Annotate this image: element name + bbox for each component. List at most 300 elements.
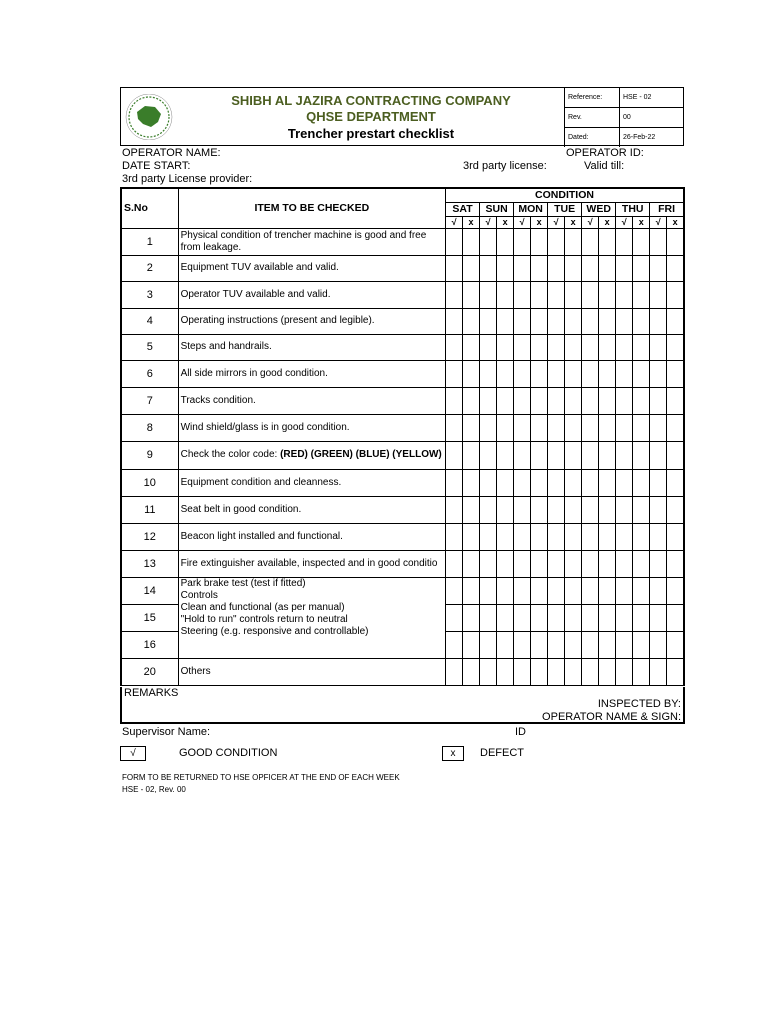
row-number: 4 [121, 308, 178, 334]
checklist-row [121, 441, 684, 469]
condition-check-cell[interactable] [480, 308, 497, 334]
row-item-text: Fire extinguisher available, inspected and in good conditio [178, 550, 445, 577]
condition-check-cell[interactable] [446, 334, 463, 360]
condition-check-cell[interactable] [565, 360, 582, 387]
condition-check-cell[interactable] [514, 414, 531, 441]
condition-check-cell[interactable] [582, 228, 599, 255]
condition-check-cell[interactable] [463, 414, 480, 441]
condition-check-cell[interactable] [616, 360, 633, 387]
row-item-text: Seat belt in good condition. [178, 496, 445, 523]
condition-check-cell[interactable] [582, 523, 599, 550]
condition-check-cell[interactable] [548, 496, 565, 523]
condition-check-cell[interactable] [582, 496, 599, 523]
condition-check-cell[interactable] [548, 360, 565, 387]
condition-check-cell[interactable] [548, 631, 565, 658]
row-item-text: Others [178, 658, 445, 685]
condition-check-cell[interactable] [463, 604, 480, 631]
condition-check-cell[interactable] [650, 496, 667, 523]
condition-check-cell[interactable] [548, 255, 565, 281]
condition-check-cell[interactable] [480, 360, 497, 387]
condition-check-cell[interactable] [531, 577, 548, 604]
condition-check-cell[interactable] [531, 550, 548, 577]
condition-check-cell[interactable] [633, 631, 650, 658]
condition-check-cell[interactable] [463, 496, 480, 523]
condition-check-cell[interactable] [497, 441, 514, 469]
condition-check-cell[interactable] [582, 550, 599, 577]
checklist-row [121, 414, 684, 441]
ref-label: Reference: [565, 88, 620, 108]
condition-check-cell[interactable] [599, 604, 616, 631]
condition-check-cell[interactable] [531, 469, 548, 496]
condition-check-cell[interactable] [599, 658, 616, 685]
merged-item-line: Controls [180, 589, 218, 601]
condition-check-cell[interactable] [514, 496, 531, 523]
condition-check-cell[interactable] [548, 469, 565, 496]
condition-check-cell[interactable] [497, 631, 514, 658]
day-header-tue: TUE [548, 202, 582, 216]
condition-check-cell[interactable] [650, 414, 667, 441]
condition-check-cell[interactable] [531, 334, 548, 360]
condition-check-cell[interactable] [446, 441, 463, 469]
condition-check-cell[interactable] [514, 228, 531, 255]
condition-check-cell[interactable] [582, 360, 599, 387]
condition-check-cell[interactable] [599, 360, 616, 387]
row-number: 11 [121, 496, 178, 523]
condition-check-cell[interactable] [463, 469, 480, 496]
condition-check-cell[interactable] [633, 604, 650, 631]
condition-check-cell[interactable] [565, 387, 582, 414]
condition-check-cell[interactable] [667, 469, 684, 496]
condition-check-cell[interactable] [667, 414, 684, 441]
condition-check-cell[interactable] [463, 255, 480, 281]
condition-check-cell[interactable] [633, 577, 650, 604]
condition-check-cell[interactable] [582, 604, 599, 631]
company-name: SHIBH AL JAZIRA CONTRACTING COMPANY [231, 93, 511, 108]
row-item-text: Wind shield/glass is in good condition. [178, 414, 445, 441]
condition-check-cell[interactable] [582, 441, 599, 469]
row-number: 12 [121, 523, 178, 550]
good-mark-header: √ [582, 216, 599, 228]
condition-check-cell[interactable] [548, 523, 565, 550]
condition-check-cell[interactable] [497, 414, 514, 441]
condition-check-cell[interactable] [514, 550, 531, 577]
condition-check-cell[interactable] [582, 631, 599, 658]
condition-check-cell[interactable] [650, 360, 667, 387]
condition-check-cell[interactable] [497, 577, 514, 604]
condition-check-cell[interactable] [480, 469, 497, 496]
condition-check-cell[interactable] [616, 414, 633, 441]
condition-check-cell[interactable] [446, 550, 463, 577]
condition-check-cell[interactable] [531, 631, 548, 658]
condition-check-cell[interactable] [463, 334, 480, 360]
condition-check-cell[interactable] [463, 631, 480, 658]
supervisor-name-label: Supervisor Name: [122, 726, 211, 738]
row-item-merged [178, 577, 445, 658]
condition-check-cell[interactable] [480, 658, 497, 685]
condition-check-cell[interactable] [582, 387, 599, 414]
row-number: 3 [121, 281, 178, 308]
good-condition-symbol: √ [120, 746, 146, 761]
row-number: 9 [121, 441, 178, 469]
condition-check-cell[interactable] [514, 577, 531, 604]
condition-check-cell[interactable] [650, 523, 667, 550]
condition-check-cell[interactable] [633, 334, 650, 360]
condition-check-cell[interactable] [514, 308, 531, 334]
condition-check-cell[interactable] [480, 496, 497, 523]
condition-check-cell[interactable] [633, 414, 650, 441]
condition-check-cell[interactable] [531, 441, 548, 469]
condition-check-cell[interactable] [480, 441, 497, 469]
condition-check-cell[interactable] [565, 577, 582, 604]
item-text-bold: (RED) (GREEN) (BLUE) (YELLOW) [280, 449, 442, 460]
condition-check-cell[interactable] [565, 469, 582, 496]
condition-check-cell[interactable] [548, 334, 565, 360]
condition-check-cell[interactable] [667, 308, 684, 334]
condition-check-cell[interactable] [446, 577, 463, 604]
condition-check-cell[interactable] [514, 469, 531, 496]
condition-check-cell[interactable] [497, 360, 514, 387]
condition-check-cell[interactable] [667, 658, 684, 685]
condition-check-cell[interactable] [667, 228, 684, 255]
condition-check-cell[interactable] [463, 360, 480, 387]
condition-check-cell[interactable] [650, 334, 667, 360]
condition-check-cell[interactable] [599, 228, 616, 255]
row-item-text: Equipment TUV available and valid. [178, 255, 445, 281]
row-number: 15 [121, 604, 178, 631]
id-label: ID [515, 726, 526, 738]
condition-check-cell[interactable] [480, 255, 497, 281]
condition-check-cell[interactable] [582, 658, 599, 685]
condition-check-cell[interactable] [599, 308, 616, 334]
condition-check-cell[interactable] [616, 577, 633, 604]
condition-check-cell[interactable] [650, 631, 667, 658]
checklist-row [121, 255, 684, 281]
condition-check-cell[interactable] [633, 308, 650, 334]
condition-check-cell[interactable] [565, 281, 582, 308]
condition-check-cell[interactable] [599, 577, 616, 604]
condition-check-cell[interactable] [480, 550, 497, 577]
condition-check-cell[interactable] [599, 550, 616, 577]
day-header-fri: FRI [650, 202, 684, 216]
condition-check-cell[interactable] [616, 228, 633, 255]
condition-check-cell[interactable] [446, 255, 463, 281]
condition-check-cell[interactable] [514, 387, 531, 414]
condition-check-cell[interactable] [446, 469, 463, 496]
condition-check-cell[interactable] [446, 281, 463, 308]
valid-till-label: Valid till: [584, 160, 625, 172]
condition-check-cell[interactable] [633, 228, 650, 255]
row-item-text: Operating instructions (present and legible). [178, 308, 445, 334]
condition-check-cell[interactable] [667, 255, 684, 281]
condition-check-cell[interactable] [514, 334, 531, 360]
condition-check-cell[interactable] [650, 308, 667, 334]
condition-check-cell[interactable] [667, 604, 684, 631]
condition-check-cell[interactable] [480, 414, 497, 441]
condition-check-cell[interactable] [582, 334, 599, 360]
condition-check-cell[interactable] [599, 469, 616, 496]
condition-check-cell[interactable] [633, 469, 650, 496]
condition-check-cell[interactable] [531, 658, 548, 685]
condition-check-cell[interactable] [599, 387, 616, 414]
condition-check-cell[interactable] [667, 523, 684, 550]
condition-check-cell[interactable] [582, 577, 599, 604]
condition-check-cell[interactable] [497, 255, 514, 281]
condition-check-cell[interactable] [514, 281, 531, 308]
good-mark-header: √ [650, 216, 667, 228]
condition-check-cell[interactable] [616, 631, 633, 658]
condition-check-cell[interactable] [616, 441, 633, 469]
condition-check-cell[interactable] [616, 523, 633, 550]
good-mark-header: √ [514, 216, 531, 228]
condition-check-cell[interactable] [497, 658, 514, 685]
condition-check-cell[interactable] [616, 387, 633, 414]
condition-check-cell[interactable] [667, 441, 684, 469]
condition-check-cell[interactable] [531, 255, 548, 281]
condition-check-cell[interactable] [582, 255, 599, 281]
defect-mark-header: x [633, 216, 650, 228]
condition-check-cell[interactable] [548, 281, 565, 308]
condition-check-cell[interactable] [565, 658, 582, 685]
condition-check-cell[interactable] [616, 604, 633, 631]
condition-check-cell[interactable] [650, 604, 667, 631]
row-item-text: All side mirrors in good condition. [178, 360, 445, 387]
condition-check-cell[interactable] [650, 550, 667, 577]
condition-check-cell[interactable] [599, 281, 616, 308]
condition-check-cell[interactable] [497, 334, 514, 360]
condition-check-cell[interactable] [599, 334, 616, 360]
condition-check-cell[interactable] [446, 496, 463, 523]
condition-check-cell[interactable] [616, 469, 633, 496]
operator-name-label: OPERATOR NAME: [122, 147, 221, 159]
condition-check-cell[interactable] [531, 387, 548, 414]
condition-check-cell[interactable] [667, 577, 684, 604]
condition-check-cell[interactable] [548, 228, 565, 255]
condition-check-cell[interactable] [565, 308, 582, 334]
condition-check-cell[interactable] [582, 308, 599, 334]
condition-check-cell[interactable] [497, 387, 514, 414]
condition-check-cell[interactable] [667, 281, 684, 308]
defect-mark-header: x [463, 216, 480, 228]
condition-check-cell[interactable] [565, 523, 582, 550]
row-number: 16 [121, 631, 178, 658]
condition-check-cell[interactable] [650, 387, 667, 414]
condition-check-cell[interactable] [599, 441, 616, 469]
condition-check-cell[interactable] [446, 658, 463, 685]
condition-check-cell[interactable] [531, 281, 548, 308]
condition-check-cell[interactable] [446, 631, 463, 658]
condition-check-cell[interactable] [463, 577, 480, 604]
condition-check-cell[interactable] [548, 577, 565, 604]
condition-check-cell[interactable] [497, 308, 514, 334]
condition-check-cell[interactable] [531, 360, 548, 387]
condition-check-cell[interactable] [514, 604, 531, 631]
form-code-note: HSE - 02, Rev. 00 [122, 785, 186, 794]
condition-check-cell[interactable] [531, 414, 548, 441]
day-header-wed: WED [582, 202, 616, 216]
condition-check-cell[interactable] [599, 496, 616, 523]
sno-header: S.No [121, 188, 178, 228]
condition-check-cell[interactable] [599, 255, 616, 281]
checklist-row [121, 550, 684, 577]
condition-check-cell[interactable] [616, 281, 633, 308]
condition-check-cell[interactable] [480, 577, 497, 604]
condition-check-cell[interactable] [446, 604, 463, 631]
condition-check-cell[interactable] [531, 496, 548, 523]
condition-check-cell[interactable] [565, 255, 582, 281]
condition-check-cell[interactable] [599, 414, 616, 441]
condition-check-cell[interactable] [633, 387, 650, 414]
condition-check-cell[interactable] [463, 228, 480, 255]
condition-check-cell[interactable] [565, 414, 582, 441]
condition-check-cell[interactable] [514, 631, 531, 658]
condition-check-cell[interactable] [480, 631, 497, 658]
condition-check-cell[interactable] [565, 604, 582, 631]
condition-check-cell[interactable] [565, 550, 582, 577]
condition-check-cell[interactable] [463, 281, 480, 308]
condition-check-cell[interactable] [548, 414, 565, 441]
condition-check-cell[interactable] [463, 658, 480, 685]
dated-value: 26-Feb-22 [620, 128, 685, 148]
condition-check-cell[interactable] [497, 496, 514, 523]
condition-check-cell[interactable] [650, 281, 667, 308]
operator-sign-label: OPERATOR NAME & SIGN: [542, 711, 681, 723]
condition-check-cell[interactable] [650, 441, 667, 469]
condition-check-cell[interactable] [565, 334, 582, 360]
condition-check-cell[interactable] [548, 441, 565, 469]
item-text-plain: Check the color code: [180, 449, 281, 460]
defect-mark-header: x [497, 216, 514, 228]
condition-check-cell[interactable] [480, 228, 497, 255]
condition-check-cell[interactable] [548, 604, 565, 631]
condition-check-cell[interactable] [514, 255, 531, 281]
merged-item-line: "Hold to run" controls return to neutral [180, 613, 348, 625]
condition-check-cell[interactable] [565, 631, 582, 658]
condition-check-cell[interactable] [548, 550, 565, 577]
condition-check-cell[interactable] [497, 604, 514, 631]
defect-mark-header: x [565, 216, 582, 228]
condition-check-cell[interactable] [497, 523, 514, 550]
condition-check-cell[interactable] [633, 496, 650, 523]
condition-check-cell[interactable] [480, 604, 497, 631]
condition-check-cell[interactable] [633, 360, 650, 387]
condition-check-cell[interactable] [650, 577, 667, 604]
condition-check-cell[interactable] [480, 281, 497, 308]
condition-check-cell[interactable] [616, 255, 633, 281]
defect-mark-header: x [599, 216, 616, 228]
row-item-text: Physical condition of trencher machine is good and free from leakage. [178, 228, 445, 255]
condition-check-cell[interactable] [480, 387, 497, 414]
condition-check-cell[interactable] [531, 523, 548, 550]
condition-check-cell[interactable] [650, 228, 667, 255]
condition-check-cell[interactable] [446, 414, 463, 441]
condition-check-cell[interactable] [463, 550, 480, 577]
condition-check-cell[interactable] [582, 469, 599, 496]
condition-check-cell[interactable] [616, 308, 633, 334]
condition-check-cell[interactable] [582, 281, 599, 308]
condition-check-cell[interactable] [446, 360, 463, 387]
condition-check-cell[interactable] [463, 523, 480, 550]
license-label: 3rd party license: [463, 160, 547, 172]
condition-check-cell[interactable] [497, 550, 514, 577]
reference-block [564, 88, 684, 145]
condition-check-cell[interactable] [463, 441, 480, 469]
merged-item-line: Park brake test (test if fitted) [180, 577, 306, 589]
row-number: 8 [121, 414, 178, 441]
condition-check-cell[interactable] [667, 334, 684, 360]
condition-check-cell[interactable] [565, 441, 582, 469]
condition-check-cell[interactable] [633, 281, 650, 308]
condition-check-cell[interactable] [599, 523, 616, 550]
condition-check-cell[interactable] [633, 658, 650, 685]
condition-check-cell[interactable] [531, 604, 548, 631]
condition-check-cell[interactable] [514, 523, 531, 550]
condition-check-cell[interactable] [446, 523, 463, 550]
condition-check-cell[interactable] [633, 550, 650, 577]
condition-check-cell[interactable] [667, 550, 684, 577]
condition-check-cell[interactable] [599, 631, 616, 658]
form-title: Trencher prestart checklist [287, 126, 455, 141]
condition-check-cell[interactable] [667, 387, 684, 414]
condition-check-cell[interactable] [582, 414, 599, 441]
condition-check-cell[interactable] [650, 255, 667, 281]
row-item-text [178, 441, 445, 469]
condition-check-cell[interactable] [633, 255, 650, 281]
condition-check-cell[interactable] [531, 308, 548, 334]
condition-check-cell[interactable] [633, 523, 650, 550]
condition-check-cell[interactable] [446, 228, 463, 255]
condition-check-cell[interactable] [565, 228, 582, 255]
row-item-text: Beacon light installed and functional. [178, 523, 445, 550]
condition-check-cell[interactable] [667, 360, 684, 387]
condition-check-cell[interactable] [463, 387, 480, 414]
rev-value: 00 [620, 108, 685, 128]
condition-check-cell[interactable] [616, 550, 633, 577]
condition-check-cell[interactable] [514, 441, 531, 469]
condition-check-cell[interactable] [463, 308, 480, 334]
condition-check-cell[interactable] [633, 441, 650, 469]
row-item-text: Equipment condition and cleanness. [178, 469, 445, 496]
condition-check-cell[interactable] [497, 469, 514, 496]
checklist-row [121, 281, 684, 308]
condition-check-cell[interactable] [446, 308, 463, 334]
condition-check-cell[interactable] [514, 360, 531, 387]
condition-check-cell[interactable] [446, 387, 463, 414]
condition-check-cell[interactable] [497, 281, 514, 308]
date-start-label: DATE START: [122, 160, 191, 172]
condition-check-cell[interactable] [616, 496, 633, 523]
condition-check-cell[interactable] [514, 658, 531, 685]
condition-check-cell[interactable] [531, 228, 548, 255]
condition-check-cell[interactable] [650, 658, 667, 685]
condition-check-cell[interactable] [565, 496, 582, 523]
condition-check-cell[interactable] [650, 469, 667, 496]
condition-check-cell[interactable] [548, 308, 565, 334]
checklist-row [121, 360, 684, 387]
defect-mark-header: x [531, 216, 548, 228]
condition-check-cell[interactable] [667, 631, 684, 658]
condition-check-cell[interactable] [548, 658, 565, 685]
condition-check-cell[interactable] [480, 523, 497, 550]
condition-check-cell[interactable] [548, 387, 565, 414]
condition-check-cell[interactable] [616, 658, 633, 685]
condition-check-cell[interactable] [667, 496, 684, 523]
condition-check-cell[interactable] [480, 334, 497, 360]
condition-check-cell[interactable] [616, 334, 633, 360]
row-item-text: Steps and handrails. [178, 334, 445, 360]
row-number: 1 [121, 228, 178, 255]
condition-check-cell[interactable] [497, 228, 514, 255]
operator-id-label: OPERATOR ID: [566, 147, 644, 159]
